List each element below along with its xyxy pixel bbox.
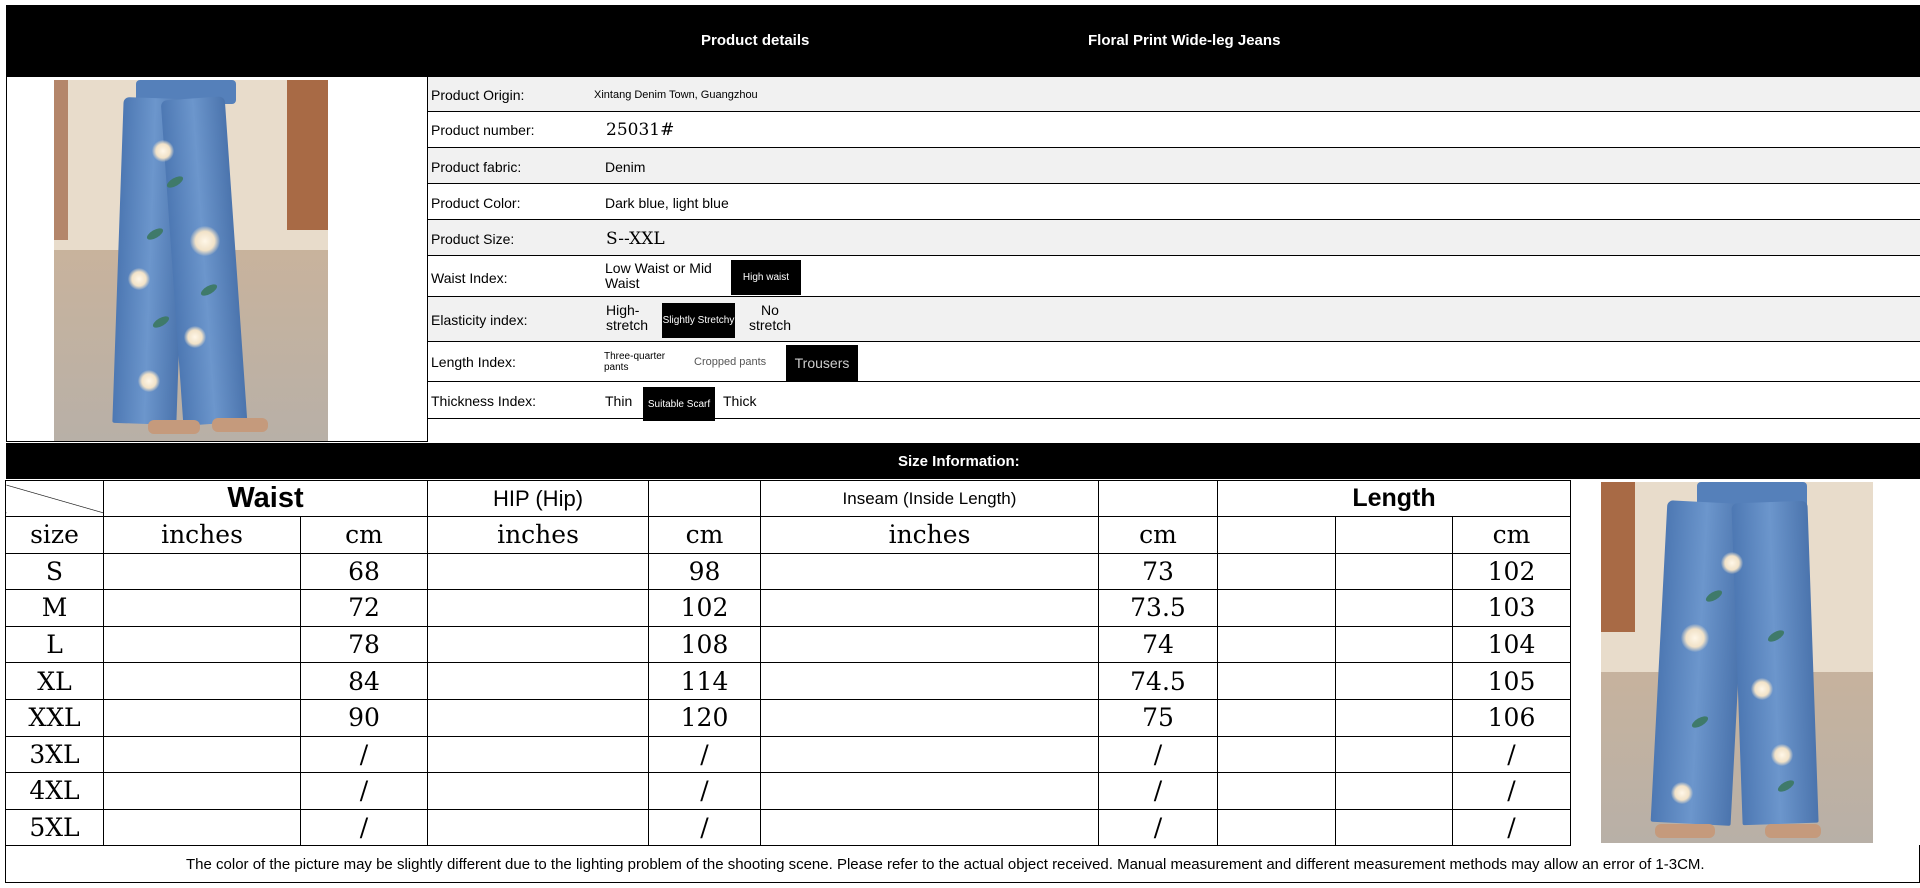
hip-cm-cell: 108 xyxy=(649,626,761,663)
unit-header-inseam-inches: inches xyxy=(761,517,1099,554)
inseam-cm-cell: / xyxy=(1099,773,1218,810)
size-cell: XL xyxy=(6,663,104,700)
elasticity-option-high: High-stretch xyxy=(606,302,649,333)
fabric-label: Product fabric: xyxy=(431,159,522,175)
product-photo-side xyxy=(1601,482,1873,843)
waist-inches-cell xyxy=(104,553,301,590)
waist-inches-cell xyxy=(104,809,301,846)
waist-cm-cell: 84 xyxy=(301,663,428,700)
table-row xyxy=(6,663,1571,700)
inseam-inches-cell xyxy=(761,736,1099,773)
elasticity-label: Elasticity index: xyxy=(431,312,528,328)
length-blank-cell xyxy=(1336,626,1453,663)
length-blank-cell xyxy=(1218,736,1336,773)
info-row-length xyxy=(428,341,1920,382)
size-cell: S xyxy=(6,553,104,590)
table-row xyxy=(6,736,1571,773)
unit-header-length-cm: cm xyxy=(1453,517,1571,554)
table-row xyxy=(6,773,1571,810)
size-cell: 5XL xyxy=(6,809,104,846)
inseam-cm-cell: / xyxy=(1099,736,1218,773)
group-header-inseam-blank xyxy=(1099,481,1218,517)
unit-header-inseam-cm: cm xyxy=(1099,517,1218,554)
elasticity-option-slight-selected: Slightly Stretchy xyxy=(662,303,735,338)
inseam-inches-cell xyxy=(761,663,1099,700)
hip-inches-cell xyxy=(428,699,649,736)
hip-inches-cell xyxy=(428,809,649,846)
size-cell: 3XL xyxy=(6,736,104,773)
length-cm-cell: 103 xyxy=(1453,590,1571,627)
length-option-trousers-selected: Trousers xyxy=(786,345,858,381)
unit-header-waist-cm: cm xyxy=(301,517,428,554)
size-table-unit-header xyxy=(6,517,1571,554)
length-blank-cell xyxy=(1218,809,1336,846)
size-label: Product Size: xyxy=(431,231,515,247)
waist-option-high-selected: High waist xyxy=(731,260,801,295)
info-row-thickness xyxy=(428,381,1920,419)
info-row-size xyxy=(428,219,1920,256)
origin-value: Xintang Denim Town, Guangzhou xyxy=(594,89,758,101)
size-information-bar xyxy=(6,443,1920,479)
inseam-cm-cell: 74.5 xyxy=(1099,663,1218,700)
waist-inches-cell xyxy=(104,663,301,700)
unit-header-size: size xyxy=(6,517,104,554)
size-table xyxy=(5,480,1571,846)
length-blank-cell xyxy=(1336,773,1453,810)
waist-cm-cell: / xyxy=(301,773,428,810)
size-cell: M xyxy=(6,590,104,627)
length-blank-cell xyxy=(1336,809,1453,846)
info-row-number xyxy=(428,111,1920,148)
length-blank-cell xyxy=(1336,663,1453,700)
length-cm-cell: / xyxy=(1453,736,1571,773)
inseam-cm-cell: 74 xyxy=(1099,626,1218,663)
origin-label: Product Origin: xyxy=(431,87,525,103)
waist-option-low-mid: Low Waist or Mid Waist xyxy=(605,260,712,291)
length-label: Length Index: xyxy=(431,354,516,370)
length-blank-cell xyxy=(1218,663,1336,700)
info-row-color xyxy=(428,183,1920,220)
group-header-hip-blank xyxy=(649,481,761,517)
inseam-inches-cell xyxy=(761,590,1099,627)
table-row xyxy=(6,809,1571,846)
length-blank-cell xyxy=(1218,699,1336,736)
hip-cm-cell: 102 xyxy=(649,590,761,627)
length-cm-cell: 106 xyxy=(1453,699,1571,736)
hip-inches-cell xyxy=(428,773,649,810)
length-blank-cell xyxy=(1218,626,1336,663)
length-option-cropped: Cropped pants xyxy=(694,356,767,368)
inseam-cm-cell: 73 xyxy=(1099,553,1218,590)
info-row-waist xyxy=(428,255,1920,297)
thickness-option-thin: Thin xyxy=(605,393,633,409)
length-blank-cell xyxy=(1218,590,1336,627)
hip-inches-cell xyxy=(428,553,649,590)
header-bar xyxy=(6,5,1920,76)
hip-cm-cell: 98 xyxy=(649,553,761,590)
hip-cm-cell: / xyxy=(649,809,761,846)
length-cm-cell: 102 xyxy=(1453,553,1571,590)
inseam-inches-cell xyxy=(761,809,1099,846)
waist-cm-cell: 72 xyxy=(301,590,428,627)
size-value: S--XXL xyxy=(606,229,665,249)
hip-inches-cell xyxy=(428,663,649,700)
unit-header-hip-inches: inches xyxy=(428,517,649,554)
length-blank-cell xyxy=(1336,590,1453,627)
info-row-elasticity xyxy=(428,296,1920,342)
disclaimer-text: The color of the picture may be slightly different due to the lighting problem of the shooting scene. Please refer to the actual object received. Manual measurement and different measurement methods may allow an error of 1-3CM. xyxy=(186,856,1705,873)
waist-label: Waist Index: xyxy=(431,270,508,286)
table-row xyxy=(6,553,1571,590)
inseam-inches-cell xyxy=(761,626,1099,663)
waist-inches-cell xyxy=(104,626,301,663)
elasticity-option-none: No stretch xyxy=(748,302,791,333)
length-cm-cell: 104 xyxy=(1453,626,1571,663)
length-cm-cell: 105 xyxy=(1453,663,1571,700)
length-option-three-quarter: Three-quarter pants xyxy=(604,351,666,373)
table-row xyxy=(6,626,1571,663)
product-photo-cell xyxy=(6,76,428,442)
group-header-hip: HIP (Hip) xyxy=(428,481,649,517)
waist-cm-cell: 78 xyxy=(301,626,428,663)
group-header-waist: Waist xyxy=(104,481,428,517)
thickness-option-suitable-selected: Suitable Scarf xyxy=(643,387,715,421)
number-label: Product number: xyxy=(431,122,535,138)
product-photo-front xyxy=(54,80,328,441)
size-cell: L xyxy=(6,626,104,663)
inseam-inches-cell xyxy=(761,553,1099,590)
hip-cm-cell: / xyxy=(649,773,761,810)
product-details-title: Product details xyxy=(701,32,810,49)
length-blank-cell xyxy=(1218,553,1336,590)
waist-cm-cell: 90 xyxy=(301,699,428,736)
unit-header-waist-inches: inches xyxy=(104,517,301,554)
waist-cm-cell: / xyxy=(301,809,428,846)
size-cell: XXL xyxy=(6,699,104,736)
info-row-fabric xyxy=(428,147,1920,184)
unit-header-length-blank-2 xyxy=(1336,517,1453,554)
info-row-origin xyxy=(428,76,1920,112)
group-header-inseam: Inseam (Inside Length) xyxy=(761,481,1099,517)
hip-cm-cell: 114 xyxy=(649,663,761,700)
inseam-inches-cell xyxy=(761,699,1099,736)
unit-header-length-blank-1 xyxy=(1218,517,1336,554)
fabric-value: Denim xyxy=(605,159,646,175)
length-cm-cell: / xyxy=(1453,809,1571,846)
length-blank-cell xyxy=(1336,736,1453,773)
length-blank-cell xyxy=(1336,699,1453,736)
waist-cm-cell: / xyxy=(301,736,428,773)
disclaimer-footer xyxy=(5,845,1920,883)
thickness-label: Thickness Index: xyxy=(431,393,537,409)
table-row xyxy=(6,699,1571,736)
hip-cm-cell: 120 xyxy=(649,699,761,736)
size-information-title: Size Information: xyxy=(898,453,1020,470)
inseam-cm-cell: / xyxy=(1099,809,1218,846)
hip-inches-cell xyxy=(428,736,649,773)
length-blank-cell xyxy=(1218,773,1336,810)
waist-inches-cell xyxy=(104,699,301,736)
thickness-option-thick: Thick xyxy=(723,393,757,409)
table-row xyxy=(6,590,1571,627)
size-cell: 4XL xyxy=(6,773,104,810)
waist-inches-cell xyxy=(104,736,301,773)
color-value: Dark blue, light blue xyxy=(605,195,729,211)
hip-inches-cell xyxy=(428,590,649,627)
group-header-length: Length xyxy=(1218,481,1571,517)
number-value: 25031# xyxy=(606,120,675,140)
waist-cm-cell: 68 xyxy=(301,553,428,590)
hip-inches-cell xyxy=(428,626,649,663)
size-table-corner xyxy=(6,481,104,517)
length-cm-cell: / xyxy=(1453,773,1571,810)
hip-cm-cell: / xyxy=(649,736,761,773)
waist-inches-cell xyxy=(104,773,301,810)
length-blank-cell xyxy=(1336,553,1453,590)
color-label: Product Color: xyxy=(431,195,521,211)
unit-header-hip-cm: cm xyxy=(649,517,761,554)
inseam-inches-cell xyxy=(761,773,1099,810)
inseam-cm-cell: 73.5 xyxy=(1099,590,1218,627)
waist-inches-cell xyxy=(104,590,301,627)
inseam-cm-cell: 75 xyxy=(1099,699,1218,736)
size-table-group-header xyxy=(6,481,1571,517)
product-name-title: Floral Print Wide-leg Jeans xyxy=(1088,32,1281,49)
